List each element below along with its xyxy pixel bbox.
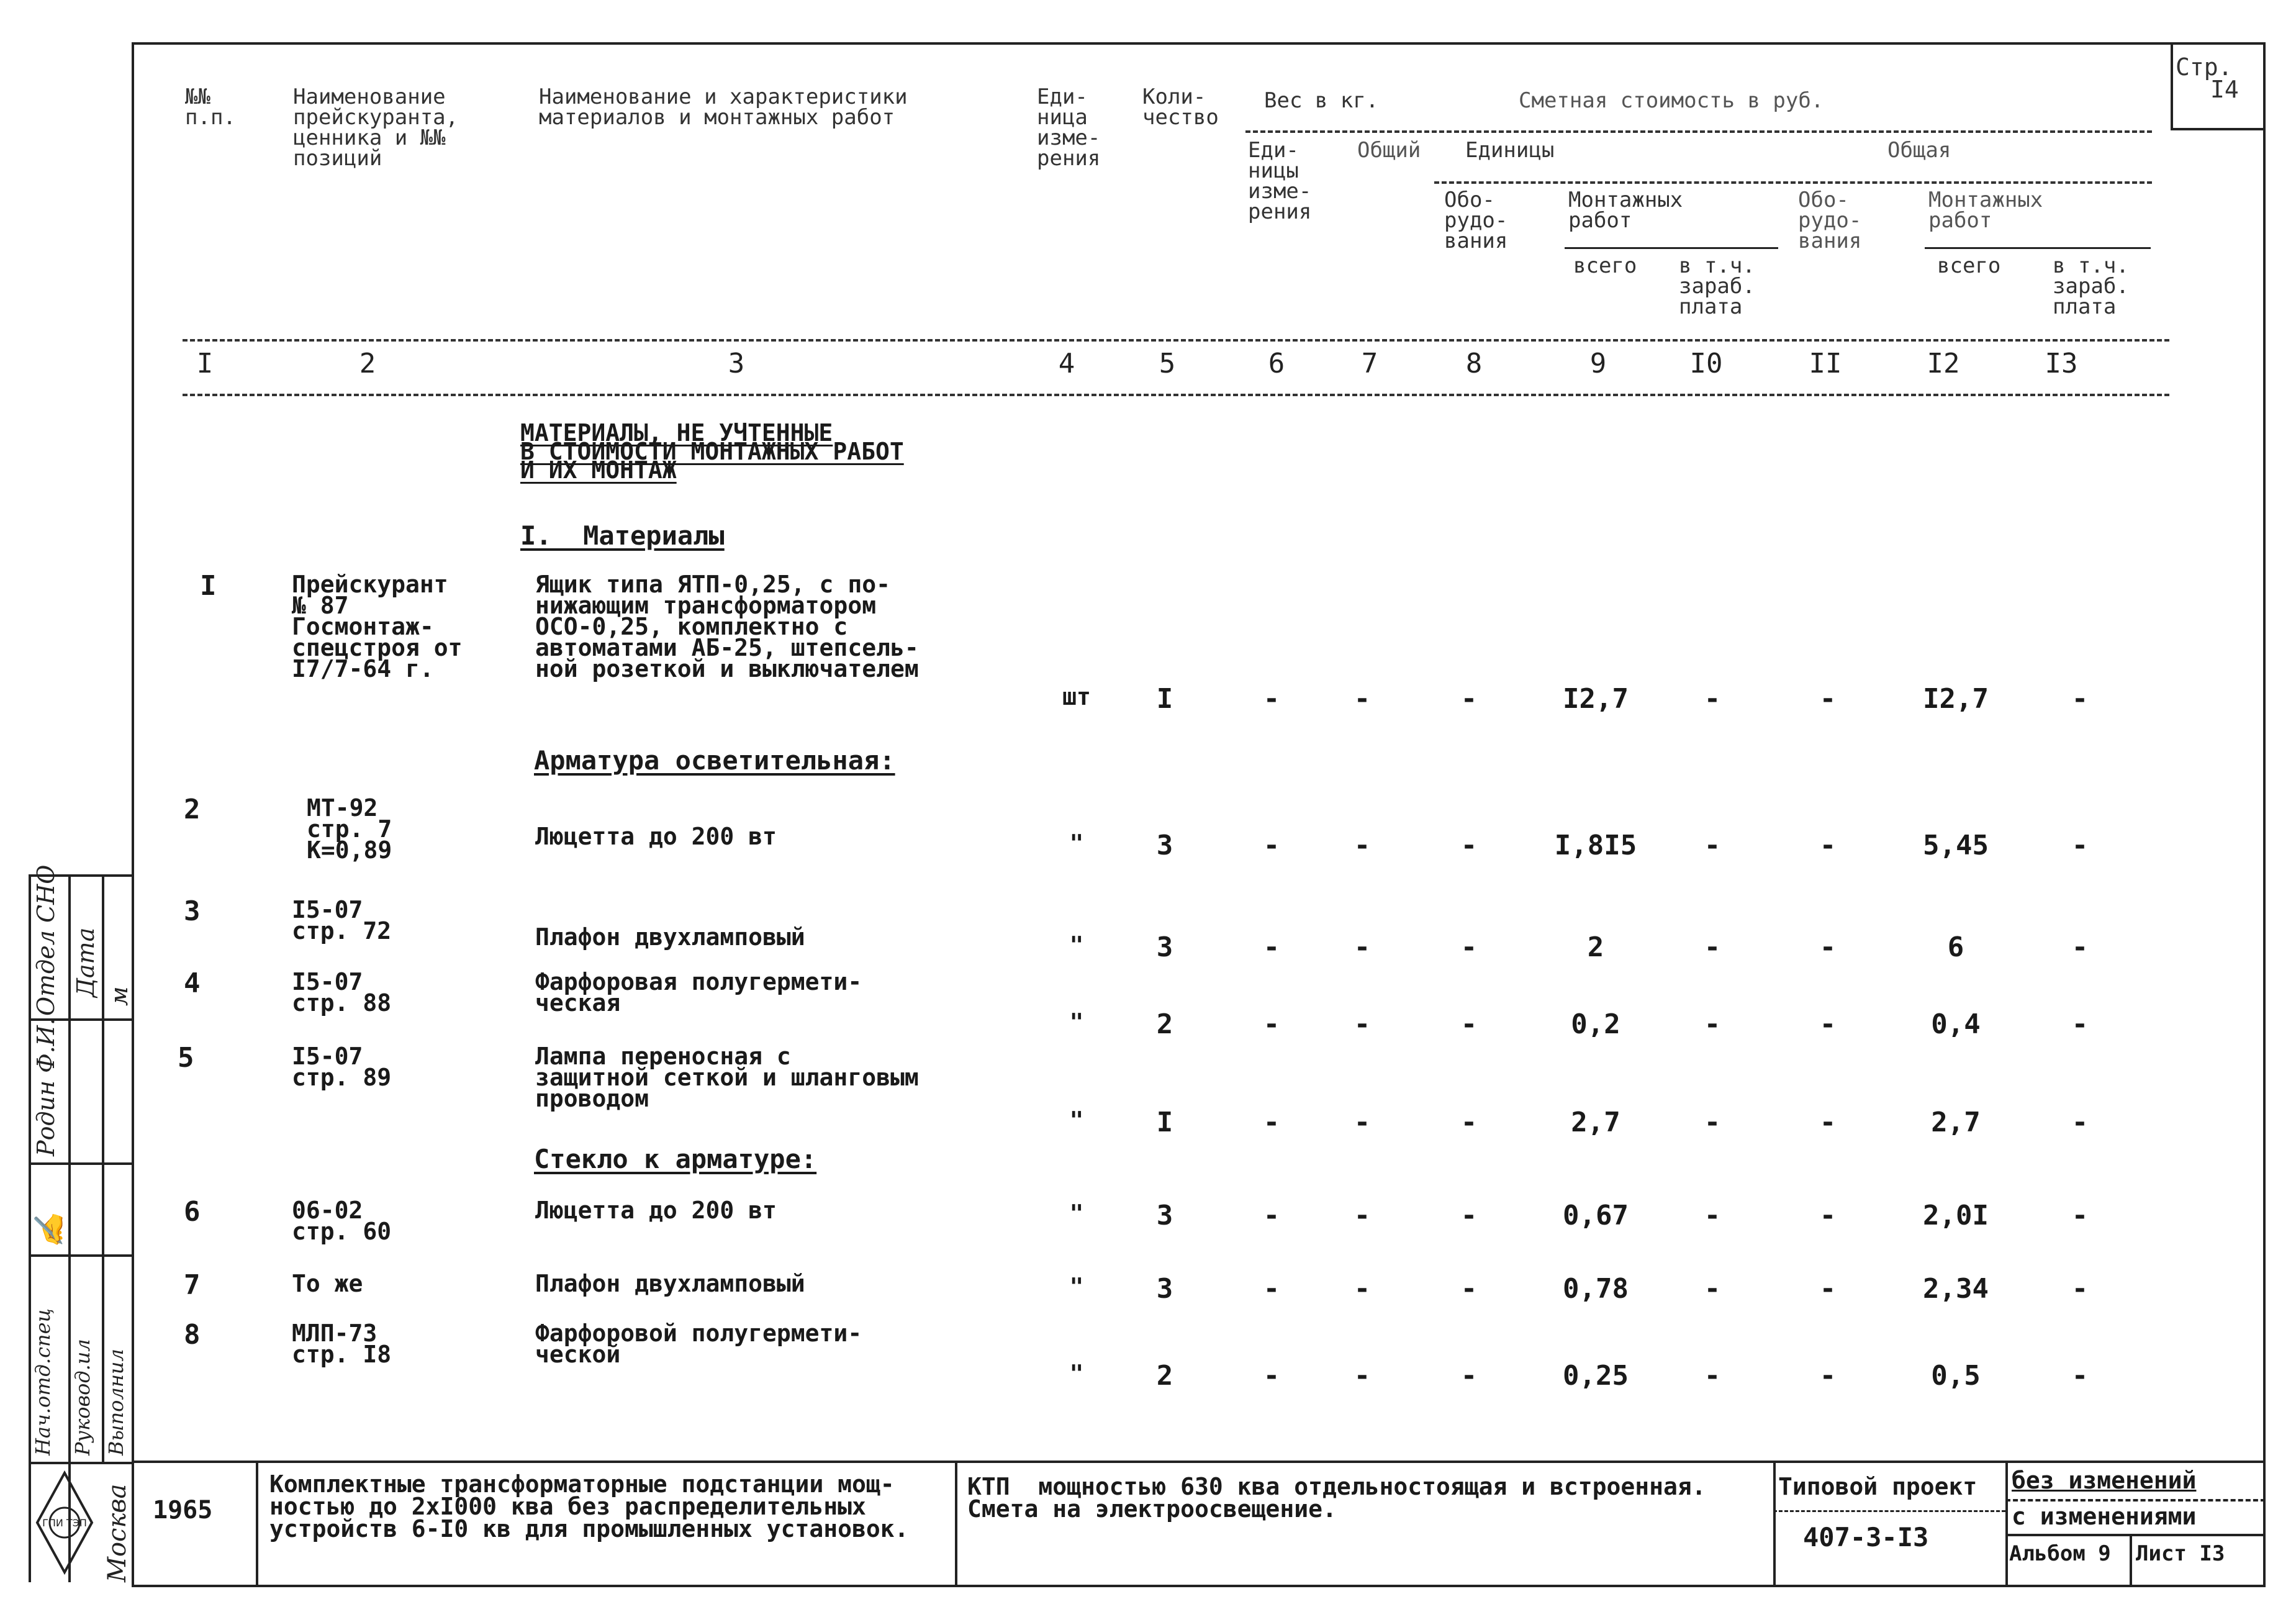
cell-c9: 0,78 [1563, 1273, 1629, 1305]
column-number: 7 [1361, 348, 1378, 379]
row-number: 8 [184, 1319, 201, 1351]
side-label-author: Родин Ф.И. [32, 1018, 60, 1156]
side-strip-sep4 [29, 1462, 132, 1464]
project-label: Типовой проект [1778, 1473, 1977, 1500]
page-label: Стр. [2176, 53, 2233, 81]
cell-c8: - [1460, 683, 1478, 715]
side-label-lead: Руковод.ил [71, 1339, 94, 1456]
stamp-v4 [2005, 1461, 2008, 1585]
column-number: I0 [1689, 348, 1723, 379]
cell-c7: - [1354, 683, 1371, 715]
cell-c11: - [1819, 1360, 1837, 1392]
cell-qty: I [1156, 683, 1173, 715]
cell-c12: 2,7 [1931, 1107, 1981, 1138]
col-head-weight: Вес в кг. [1264, 88, 1379, 113]
logo-text: ГПИ ТЭП [42, 1517, 87, 1529]
cell-c9: 0,2 [1571, 1008, 1620, 1040]
cell-unit: " [1069, 1200, 1084, 1227]
col-head-total-1: всего [1573, 253, 1637, 278]
stamp-h-project [1773, 1510, 2005, 1512]
stamp-h-right1 [2005, 1499, 2266, 1502]
cell-unit: " [1069, 931, 1084, 959]
cell-c13: - [2071, 1008, 2089, 1040]
cell-c9: 2 [1587, 931, 1604, 963]
col-head-weight-unit: Еди- ницы изме- рения [1248, 138, 1312, 224]
row-material-name: Плафон двухламповый [535, 1270, 805, 1297]
cell-qty: 2 [1156, 1360, 1173, 1392]
side-strip-left [29, 874, 31, 1582]
row-material-name: Плафон двухламповый [535, 923, 805, 951]
row-number: 6 [184, 1196, 201, 1228]
cell-c8: - [1460, 931, 1478, 963]
cell-c7: - [1354, 1273, 1371, 1305]
row-material-name: Люцетта до 200 вт [535, 1197, 777, 1224]
col-head-pricelist: Наименование прейскуранта, ценника и №№ позиций [293, 84, 459, 171]
cost-divider [1434, 181, 2152, 184]
cell-c10: - [1704, 1200, 1721, 1231]
stamp-year: 1965 [153, 1496, 213, 1524]
column-number: I2 [1927, 348, 1960, 379]
row-number: 7 [184, 1269, 201, 1301]
cell-qty: 3 [1156, 830, 1173, 861]
cell-c12: I2,7 [1923, 683, 1989, 715]
cell-qty: 2 [1156, 1008, 1173, 1040]
cell-c10: - [1704, 1107, 1721, 1138]
cell-c7: - [1354, 1360, 1371, 1392]
page-number: I4 [2210, 76, 2239, 103]
column-number: 9 [1589, 348, 1607, 379]
cell-c12: 2,0I [1923, 1200, 1989, 1231]
cell-c10: - [1704, 1360, 1721, 1392]
cell-c10: - [1704, 931, 1721, 963]
cell-c8: - [1460, 1107, 1478, 1138]
row-number: 4 [184, 967, 201, 999]
cell-c11: - [1819, 931, 1837, 963]
col-head-wage-2: в т.ч. зараб. плата [2053, 253, 2129, 319]
gpi-logo-icon [32, 1467, 97, 1578]
row-number: 2 [184, 794, 201, 825]
col-head-mount-2: Монтажных работ [1928, 188, 2043, 233]
cell-unit: " [1069, 1107, 1084, 1134]
page-box-bottom [2171, 128, 2266, 130]
no-change-label: без изменений [2012, 1467, 2197, 1494]
col-head-cost-unit: Единицы [1465, 138, 1555, 163]
row-reference: Прейскурант № 87 Госмонтаж- спецстроя от I7/7-64 г. [292, 571, 463, 682]
col-head-equip-1: Обо- рудо- вания [1444, 188, 1508, 253]
row-reference: То же [292, 1270, 363, 1297]
row-material-name: Фарфоровой полугермети- ческой [535, 1320, 862, 1368]
cell-unit: " [1069, 1273, 1084, 1300]
gpi-logo [32, 1467, 97, 1578]
cell-c6: - [1263, 1200, 1280, 1231]
cell-c6: - [1263, 931, 1280, 963]
col-head-quantity: Коли- чество [1142, 84, 1219, 130]
cell-c13: - [2071, 1273, 2089, 1305]
subsection-fittings: Арматура осветительная: [534, 745, 895, 776]
mount1-underline [1565, 247, 1778, 249]
row-reference: МТ-92 стр. 7 К=0,89 [307, 794, 392, 864]
cell-qty: 3 [1156, 931, 1173, 963]
column-number: 8 [1465, 348, 1483, 379]
subsection-glass: Стекло к арматуре: [534, 1144, 817, 1174]
column-number: I3 [2045, 348, 2078, 379]
cell-c8: - [1460, 1273, 1478, 1305]
cell-c13: - [2071, 683, 2089, 715]
col-head-equip-2: Обо- рудо- вания [1798, 188, 1862, 253]
cell-c9: I,8I5 [1554, 830, 1637, 861]
cell-c10: - [1704, 1008, 1721, 1040]
col-head-material: Наименование и характеристики материалов и монтажных работ [539, 84, 908, 130]
cell-c13: - [2071, 1107, 2089, 1138]
section-title: МАТЕРИАЛЫ, НЕ УЧТЕННЫЕ В СТОИМОСТИ МОНТАЖНЫХ РАБОТ И ИХ МОНТАЖ [520, 419, 904, 484]
cell-unit: " [1069, 830, 1084, 857]
cell-c10: - [1704, 683, 1721, 715]
side-strip-sep3 [29, 1254, 132, 1257]
col-head-weight-total: Общий [1357, 138, 1421, 163]
column-number: 5 [1159, 348, 1176, 379]
cell-c12: 6 [1947, 931, 1964, 963]
cell-c8: - [1460, 1360, 1478, 1392]
cell-qty: I [1156, 1107, 1173, 1138]
column-number: 3 [728, 348, 745, 379]
stamp-title: Комплектные трансформаторные подстанции мощ- ностью до 2хI000 ква без распределительных устройств 6-I0 кв для промышленных установок. [269, 1470, 909, 1542]
stamp-v1 [256, 1461, 258, 1585]
cell-c10: - [1704, 1273, 1721, 1305]
cell-c12: 5,45 [1923, 830, 1989, 861]
cell-unit: " [1069, 1360, 1084, 1387]
side-label-m: м [106, 986, 133, 1006]
cell-c9: 0,67 [1563, 1200, 1629, 1231]
cell-c8: - [1460, 1008, 1478, 1040]
row-number: I [200, 570, 217, 602]
cell-c12: 2,34 [1923, 1273, 1989, 1305]
cell-c6: - [1263, 830, 1280, 861]
project-number: 407-3-I3 [1803, 1522, 1929, 1552]
cell-c10: - [1704, 830, 1721, 861]
with-change-label: с изменениями [2012, 1503, 2197, 1530]
cell-c13: - [2071, 830, 2089, 861]
cell-c9: 2,7 [1571, 1107, 1620, 1138]
page-box-left [2171, 42, 2173, 129]
column-number: I [196, 348, 214, 379]
row-reference: МЛП-73 стр. I8 [292, 1320, 392, 1368]
col-head-total-2: всего [1937, 253, 2001, 278]
row-reference: 06-02 стр. 60 [292, 1197, 392, 1245]
cell-c9: 0,25 [1563, 1360, 1629, 1392]
row-number: 5 [178, 1042, 194, 1074]
stamp-v5 [2130, 1534, 2132, 1585]
row-material-name: Фарфоровая полугермети- ческая [535, 968, 862, 1017]
row-number: 3 [184, 895, 201, 927]
col-head-unit: Еди- ница изме- рения [1037, 84, 1101, 171]
side-label-exec: Выполнил [104, 1349, 128, 1456]
cell-c11: - [1819, 1107, 1837, 1138]
row-reference: I5-07 стр. 72 [292, 896, 392, 944]
cell-c8: - [1460, 1200, 1478, 1231]
row-material-name: Люцетта до 200 вт [535, 823, 777, 850]
cell-c13: - [2071, 1360, 2089, 1392]
cell-c13: - [2071, 1200, 2089, 1231]
row-reference: I5-07 стр. 89 [292, 1043, 392, 1091]
cell-unit: шт [1062, 683, 1091, 710]
cell-c11: - [1819, 1273, 1837, 1305]
cell-c9: I2,7 [1563, 683, 1629, 715]
cell-c12: 0,4 [1931, 1008, 1981, 1040]
cell-c6: - [1263, 1273, 1280, 1305]
col-head-mount-1: Монтажных работ [1568, 188, 1683, 233]
stamp-v3 [1773, 1461, 1776, 1585]
stamp-subtitle: КТП мощностью 630 ква отдельностоящая и встроенная. Смета на электроосвещение. [967, 1473, 1706, 1523]
cell-c7: - [1354, 931, 1371, 963]
side-label-date: Дата [72, 927, 99, 997]
cell-c11: - [1819, 830, 1837, 861]
column-number: II [1809, 348, 1842, 379]
cell-c6: - [1263, 1107, 1280, 1138]
cell-c11: - [1819, 1008, 1837, 1040]
sheet-label: Лист I3 [2136, 1541, 2225, 1566]
cell-c8: - [1460, 830, 1478, 861]
cell-c12: 0,5 [1931, 1360, 1981, 1392]
column-number: 2 [359, 348, 376, 379]
album-label: Альбом 9 [2009, 1541, 2111, 1566]
cell-qty: 3 [1156, 1273, 1173, 1305]
side-label-head: Нач.отд.спец [31, 1308, 55, 1456]
cell-c11: - [1819, 683, 1837, 715]
side-label-city: Москва [103, 1483, 132, 1582]
cell-c11: - [1819, 1200, 1837, 1231]
cell-qty: 3 [1156, 1200, 1173, 1231]
cell-c6: - [1263, 1008, 1280, 1040]
col-head-cost: Сметная стоимость в руб. [1519, 88, 1824, 113]
stamp-v2 [955, 1461, 957, 1585]
cell-c7: - [1354, 1008, 1371, 1040]
cell-c6: - [1263, 683, 1280, 715]
col-head-wage-1: в т.ч. зараб. плата [1679, 253, 1755, 319]
cell-c6: - [1263, 1360, 1280, 1392]
stamp-top [132, 1461, 2266, 1463]
cell-c7: - [1354, 1107, 1371, 1138]
row-reference: I5-07 стр. 88 [292, 968, 392, 1017]
header-rule-top [183, 339, 2169, 342]
row-material-name: Ящик типа ЯТП-0,25, с по- нижающим трансформатором ОСО-0,25, комплектно с автоматами АБ-25, штепсель- ной розеткой и выключателем [535, 571, 919, 682]
side-label-dept: Отдел СНО [32, 864, 60, 1016]
weight-divider [1245, 130, 2152, 133]
side-signature: ✍ [32, 1212, 66, 1248]
row-material-name: Лампа переносная с защитной сеткой и шланговым проводом [535, 1043, 919, 1112]
header-rule-bottom [183, 394, 2169, 396]
column-number: 6 [1268, 348, 1285, 379]
side-strip-sep2 [29, 1162, 132, 1165]
col-head-number: №№ п.п. [185, 84, 236, 130]
cell-c7: - [1354, 830, 1371, 861]
col-head-cost-total: Общая [1887, 138, 1951, 163]
stamp-h-right2 [2005, 1534, 2266, 1536]
cell-c13: - [2071, 931, 2089, 963]
mount2-underline [1925, 247, 2151, 249]
cell-unit: " [1069, 1008, 1084, 1036]
subsection-materials: I. Материалы [520, 520, 725, 551]
cell-c7: - [1354, 1200, 1371, 1231]
column-number: 4 [1058, 348, 1075, 379]
